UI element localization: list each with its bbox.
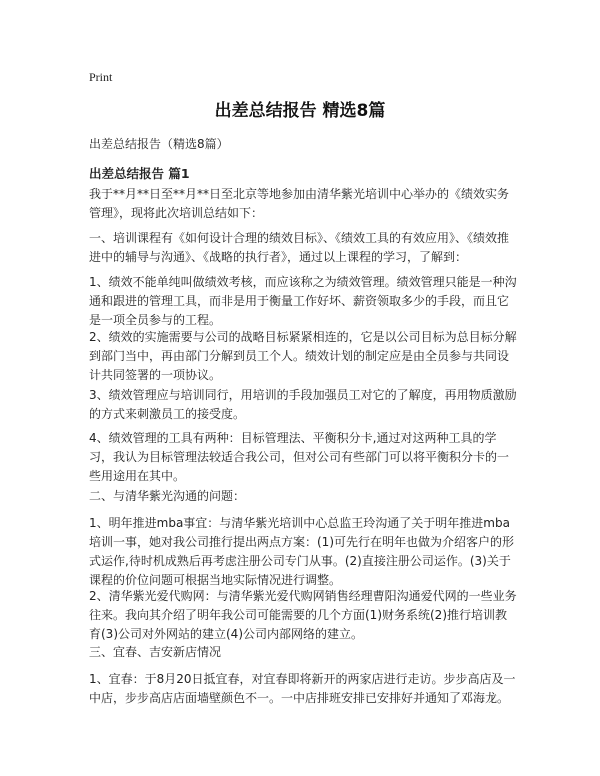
section-heading-3: 三、宜春、吉安新店情况	[89, 645, 222, 659]
paragraph-point-3: 3、绩效管理应与培训同行，用培训的手段加强员工对它的了解度，再用物质激励的方式来刺激员工的接受度。	[89, 388, 517, 421]
paragraph-daigou: 2、清华紫光爱代购网：与清华紫光爱代购网销售经理曹阳沟通爱代网的一些业务往来。我向其介绍了明年我公司可能需要的几个方面(1)财务系统(2)推行培训教育(3)公司对外网站的建立(4)公司内部网络的建立。	[89, 589, 517, 641]
section-heading-2: 二、与清华紫光沟通的问题：	[89, 489, 246, 503]
section-heading: 出差总结报告 篇1	[89, 166, 190, 181]
paragraph-point-2: 2、绩效的实施需要与公司的战略目标紧紧相连的，它是以公司目标为总目标分解到部门当中，再由部门分解到员工个人。绩效计划的制定应是由全员参与共同设计共同签署的一项协议。	[89, 330, 517, 382]
print-link[interactable]: Print	[89, 70, 113, 84]
paragraph-course-list: 一、培训课程有《如何设计合理的绩效目标》、《绩效工具的有效应用》、《绩效推进中的辅导与沟通》、《战略的执行者》，通过以上课程的学习，了解到：	[89, 231, 510, 264]
paragraph-mba: 1、明年推进mba事宜：与清华紫光培训中心总监王玲沟通了关于明年推进mba培训一事，她对我公司推行提出两点方案：(1)可先行在明年也做为介绍客户的形式运作,待时机成熟后再考虑注册公司专门从事。(2)直接注册公司运作。(3)关于课程的价位问题可根据当地实际情况进行调整。	[89, 516, 515, 587]
document-subtitle: 出差总结报告（精选8篇）	[89, 137, 229, 151]
page-title: 出差总结报告 精选8篇	[214, 101, 386, 121]
paragraph-yichun: 1、宜春：于8月20日抵宜春，对宜春即将新开的两家店进行走访。步步高店及一中店，步步高店店面墙壁颜色不一。一中店排班安排已安排好并通知了邓海龙。	[89, 672, 516, 705]
paragraph-point-1: 1、绩效不能单纯叫做绩效考核，而应该称之为绩效管理。绩效管理只能是一种沟通和跟进的管理工具，而非是用于衡量工作好坏、薪资领取多少的手段，而且它是一项全员参与的工程。	[89, 275, 517, 327]
paragraph-point-4: 4、绩效管理的工具有两种：目标管理法、平衡积分卡,通过对这两种工具的学习，我认为目标管理法较适合我公司，但对公司有些部门可以将平衡积分卡的一些用途用在其中。	[89, 431, 510, 483]
intro-paragraph: 我于**月**日至**月**日至北京等地参加由清华紫光培训中心举办的《绩效实务管理》，现将此次培训总结如下：	[89, 187, 510, 220]
